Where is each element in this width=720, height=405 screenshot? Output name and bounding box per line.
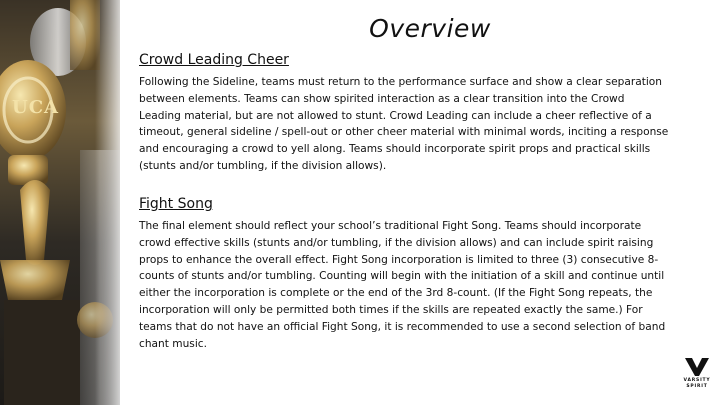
trophy-engraving: UCA (12, 97, 59, 118)
section-body: Following the Sideline, teams must return to the performance surface and show a clear separation between elements. Teams can show spirited interaction as a clear transition into the Crowd Leading material, but are not allowed to stunt. Crowd Leading can include a cheer reflective of a timeout, general sideline / spell-out or other cheer material with minimal words, inciting a response and encouraging a crowd to yell along. Teams should incorporate spirit props and practical skills (stunts and/or tumbling, if the division allows). (139, 76, 669, 172)
logo-line-2: SPIRIT (686, 383, 708, 389)
image-fade-edge (95, 0, 135, 405)
section-heading: Fight Song (139, 196, 213, 212)
section-crowd-leading-cheer (139, 52, 669, 175)
varsity-spirit-logo-icon (684, 356, 710, 378)
section-body: The final element should reflect your school’s traditional Fight Song. Teams should incorporate crowd effective skills (stunts and/or tumbling, if the division allows) and can include spirit raising props to enhance the overall effect. Fight Song incorporation is limited to three (3) consecutive 8-counts of stunts and/or tumbling. Counting will begin with the initiation of a skill and continue until either the incorporation is complete or the end of the 3rd 8-count. (If the Fight Song repeats, the incorporation will only be permitted both times if the skills are repeated exactly the same.) For teams that do not have an official Fight Song, it is recommended to use a second selection of band chant music. (139, 220, 666, 350)
logo-line-1: VARSITY (683, 378, 711, 383)
page-title: Overview (369, 14, 491, 43)
section-heading: Crowd Leading Cheer (139, 52, 289, 68)
varsity-spirit-logo (676, 356, 718, 400)
section-fight-song (139, 196, 669, 352)
